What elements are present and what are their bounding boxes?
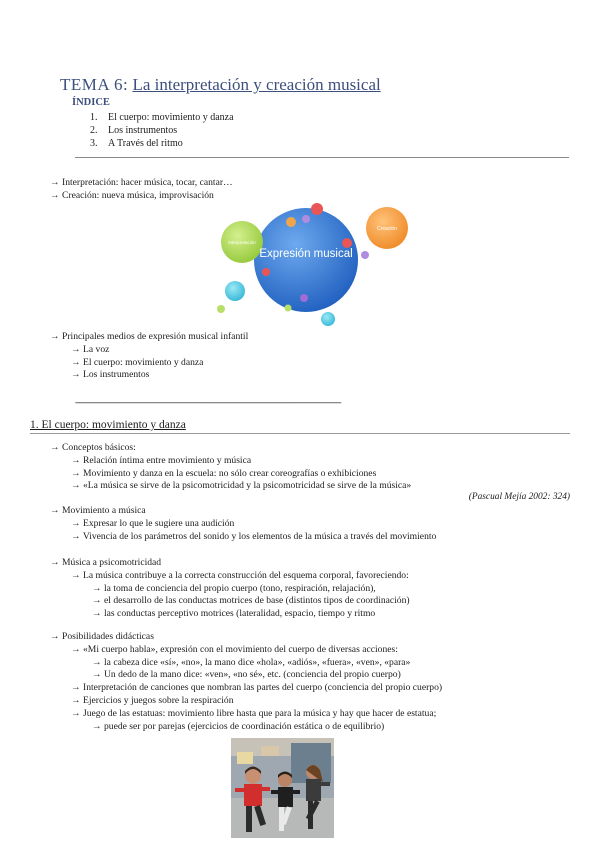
list-item: → Un dedo de la mano dice: «ven», «no sé», etc. (conciencia del propio cuerpo) — [92, 669, 442, 682]
bubble-left-label: Interpretación — [228, 240, 256, 245]
list-item: → las conductas perceptivo motrices (lateralidad, espacio, tiempo y ritmo — [92, 608, 410, 621]
dot — [300, 294, 308, 302]
conceptos-heading: → Conceptos básicos: — [50, 442, 411, 455]
list-item: → Ejercicios y juegos sobre la respiración — [71, 695, 442, 708]
dot — [262, 268, 270, 276]
list-item: → «Mi cuerpo habla», expresión con el movimiento del cuerpo de diversas acciones: — [71, 644, 442, 657]
list-item: → Expresar lo que le sugiere una audición — [71, 518, 436, 531]
posibilidades-heading: → Posibilidades didácticas — [50, 631, 442, 644]
psico-block — [50, 557, 410, 621]
list-item: → Relación íntima entre movimiento y música — [71, 455, 411, 468]
list-item: → La voz — [71, 344, 248, 357]
dot — [361, 251, 369, 259]
citation: (Pascual Mejía 2002: 324) — [468, 492, 570, 502]
medios-block — [50, 331, 248, 382]
title-text: La interpretación y creación musical — [132, 75, 381, 94]
dot — [286, 217, 296, 227]
dot — [285, 305, 292, 312]
page-title — [60, 75, 381, 95]
list-item: → «La música se sirve de la psicomotricidad y la psicomotricidad se sirve de la música» — [71, 480, 411, 493]
bubble-center-label: Expresión musical — [259, 248, 353, 260]
list-item: → La música contribuye a la correcta construcción del esquema corporal, favoreciendo: — [71, 570, 410, 583]
posibilidades-block — [50, 631, 442, 733]
bubble-small — [225, 281, 245, 301]
children-photo — [231, 738, 334, 838]
dot — [217, 305, 225, 313]
movimiento-block — [50, 505, 436, 543]
table-of-contents — [90, 111, 234, 150]
list-item: → Movimiento y danza en la escuela: no sólo crear coreografías o exhibiciones — [71, 468, 411, 481]
list-item: → Los instrumentos — [71, 369, 248, 382]
list-item: → Vivencia de los parámetros del sonido y los elementos de la música a través del movimiento — [71, 531, 436, 544]
list-item: → Interpretación: hacer música, tocar, cantar… — [50, 177, 233, 190]
list-item: → el desarrollo de las conductas motrices de base (distintos tipos de coordinación) — [92, 595, 410, 608]
medios-heading: → Principales medios de expresión musical infantil — [50, 331, 248, 344]
title-number: TEMA 6: — [60, 75, 129, 94]
divider-line — [75, 157, 569, 158]
conceptos-block — [50, 442, 411, 493]
intro-list — [50, 177, 233, 203]
psico-heading: → Música a psicomotricidad — [50, 557, 410, 570]
section-title: 1. El cuerpo: movimiento y danza — [30, 419, 186, 431]
list-item: → Juego de las estatuas: movimiento libre hasta que para la música y hay que hacer de estatua; — [71, 708, 442, 721]
expression-diagram — [210, 200, 420, 328]
dot — [302, 215, 310, 223]
list-item: → puede ser por parejas (ejercicios de coordinación estática o de equilibrio) — [92, 721, 442, 734]
toc-item[interactable]: 1. El cuerpo: movimiento y danza — [90, 112, 234, 123]
list-item: → la cabeza dice «sí», «no», la mano dice «hola», «adiós», «fuera», «ven», «para» — [92, 657, 442, 670]
dashed-divider: ------------------------------------------------------------------------------------------------------------------------------------- — [75, 397, 341, 407]
movimiento-heading: → Movimiento a música — [50, 505, 436, 518]
list-item: → El cuerpo: movimiento y danza — [71, 357, 248, 370]
bubble-right-label: Creación — [376, 226, 398, 232]
list-item: → la toma de conciencia del propio cuerpo (tono, respiración, relajación), — [92, 583, 410, 596]
dot — [342, 238, 352, 248]
dot — [311, 203, 323, 215]
section-rule — [30, 433, 570, 434]
list-item: → Creación: nueva música, improvisación — [50, 190, 233, 203]
bubble-small — [321, 312, 335, 326]
toc-item[interactable]: 2. Los instrumentos — [90, 125, 178, 136]
toc-item[interactable]: 3. A Través del ritmo — [90, 138, 183, 149]
list-item: → Interpretación de canciones que nombran las partes del cuerpo (conciencia del propio cuerpo) — [71, 682, 442, 695]
index-label: ÍNDICE — [72, 97, 110, 108]
